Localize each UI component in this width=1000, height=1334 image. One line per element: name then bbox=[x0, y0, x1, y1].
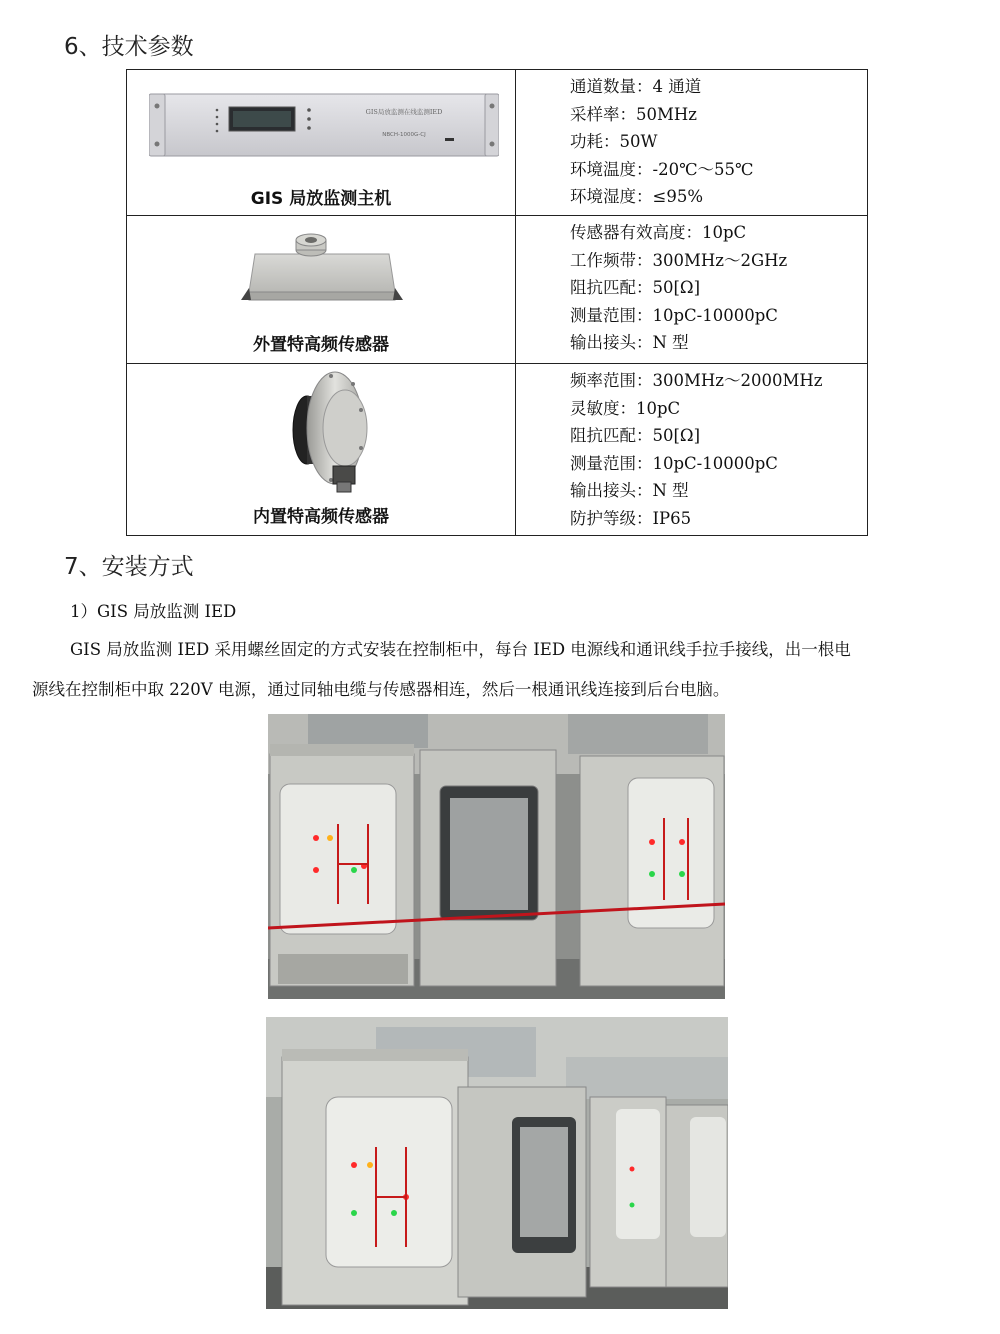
host-params bbox=[516, 70, 868, 216]
external-sensor-image-cell bbox=[127, 216, 516, 364]
param-line: 工作频带：300MHz～2GHz bbox=[570, 250, 788, 270]
spec-row-internal-sensor bbox=[127, 364, 868, 536]
host-image-cell bbox=[127, 70, 516, 216]
param-line: 测量范围：10pC-10000pC bbox=[570, 453, 778, 473]
param-line: 输出接头：N 型 bbox=[570, 333, 689, 353]
installation-photo-1 bbox=[268, 714, 725, 999]
section-7-paragraph-line-2: 源线在控制柜中取 220V 电源，通过同轴电缆与传感器相连，然后一根通讯线连接到后台电脑。 bbox=[32, 680, 730, 699]
spec-table bbox=[126, 69, 868, 536]
param-line: 阻抗匹配：50[Ω] bbox=[570, 426, 701, 446]
host-device-model: NBCH-1000G-CJ bbox=[382, 132, 426, 138]
param-line: 测量范围：10pC-10000pC bbox=[570, 305, 778, 325]
param-line: 传感器有效高度：10pC bbox=[570, 223, 747, 242]
host-device-label: GIS局放监测在线监测IED bbox=[365, 108, 443, 116]
internal-sensor-image-cell bbox=[127, 364, 516, 536]
param-line: 环境湿度：≤95% bbox=[570, 187, 703, 207]
section-7-title: 7、安装方式 bbox=[64, 554, 194, 580]
section-6-title: 6、技术参数 bbox=[64, 34, 194, 60]
host-caption: GIS 局放监测主机 bbox=[250, 189, 392, 209]
section-7-subtitle: 1）GIS 局放监测 IED bbox=[70, 602, 237, 621]
param-line: 输出接头：N 型 bbox=[570, 481, 689, 501]
param-line: 阻抗匹配：50[Ω] bbox=[570, 278, 701, 298]
installation-photo-2 bbox=[266, 1017, 728, 1309]
param-line: 环境温度：-20℃～55℃ bbox=[570, 159, 754, 179]
internal-sensor-caption: 内置特高频传感器 bbox=[253, 507, 389, 527]
internal-sensor-params bbox=[516, 364, 868, 536]
param-line: 功耗：50W bbox=[570, 132, 658, 152]
param-line: 采样率：50MHz bbox=[570, 104, 697, 124]
external-sensor-image bbox=[237, 226, 407, 316]
param-line: 灵敏度：10pC bbox=[570, 398, 681, 418]
external-sensor-params bbox=[516, 216, 868, 364]
spec-row-external-sensor bbox=[127, 216, 868, 364]
section-7-paragraph-line-1: GIS 局放监测 IED 采用螺丝固定的方式安装在控制柜中，每台 IED 电源线和通讯线手拉手接线，出一根电 bbox=[70, 640, 851, 659]
param-line: 通道数量：4 通道 bbox=[570, 77, 702, 96]
param-line: 频率范围：300MHz～2000MHz bbox=[570, 371, 823, 390]
internal-sensor-image bbox=[277, 370, 377, 496]
spec-row-host bbox=[127, 70, 868, 216]
host-unit-image bbox=[149, 84, 499, 170]
param-line: 防护等级：IP65 bbox=[570, 508, 692, 528]
external-sensor-caption: 外置特高频传感器 bbox=[253, 335, 389, 355]
